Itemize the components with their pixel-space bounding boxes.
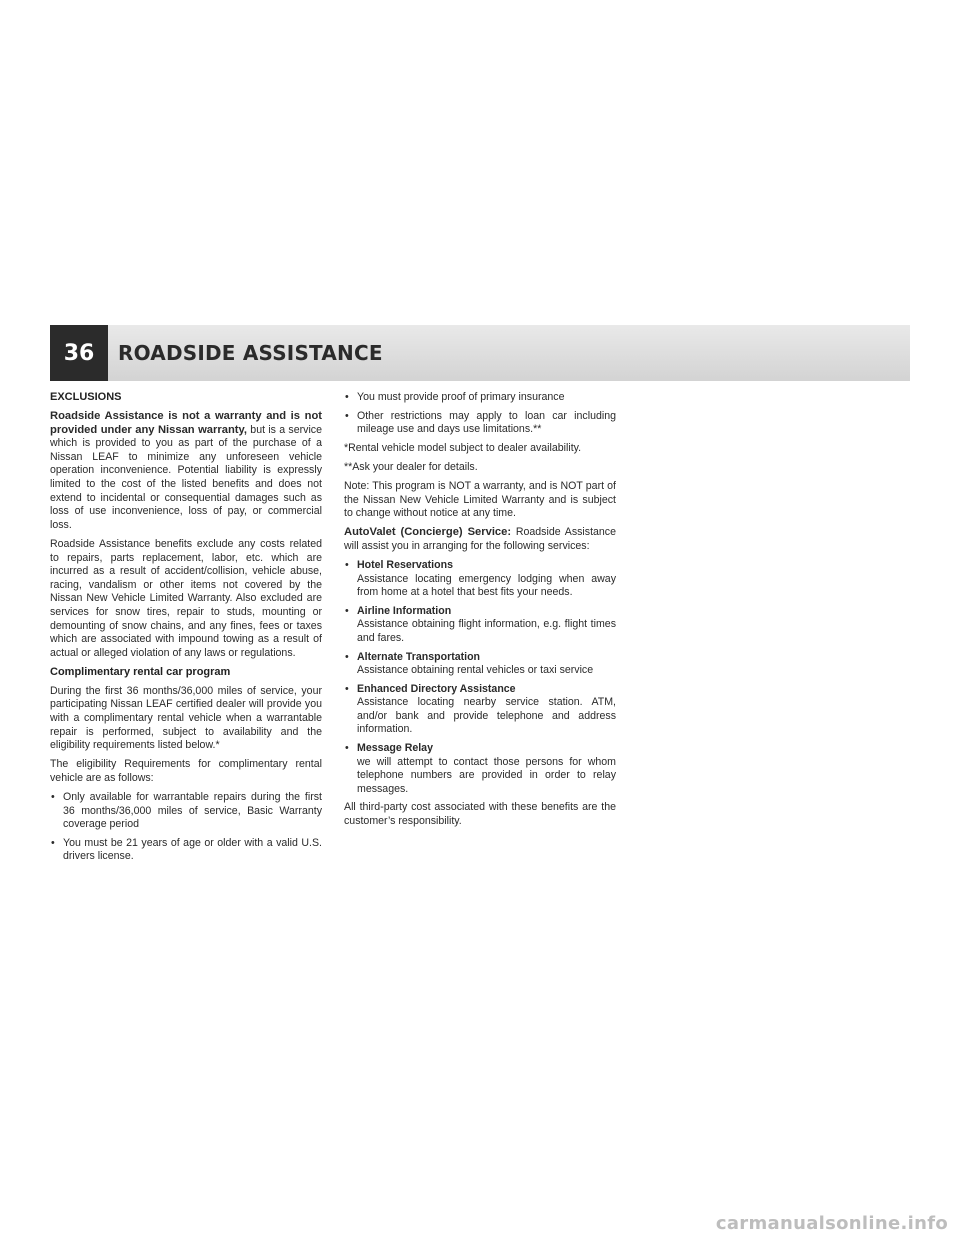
service-item (344, 605, 616, 646)
exclusions-lead: Roadside Assistance is not a warranty and is not provided under any Nissan warranty, (50, 410, 322, 436)
footnote-rental-model: *Rental vehicle model subject to dealer availability. (344, 441, 582, 454)
section-title: ROADSIDE ASSISTANCE (118, 341, 383, 365)
bullet-icon: • (345, 409, 349, 422)
rental-heading: Complimentary rental car program (50, 665, 231, 678)
bullet-icon: • (345, 650, 349, 663)
program-note: Note: This program is NOT a warranty, and is NOT part of the Nissan New Vehicle Limited Warranty and is subject to change without notice at any time. (344, 479, 616, 520)
rental-requirements-list-continued (344, 391, 616, 437)
service-item (344, 651, 616, 678)
rental-paragraph-1: During the first 36 months/36,000 miles of service, your participating Nissan LEAF certified dealer will provide you with a complimentary rental vehicle when a warrantable repair is performed, subject to availability and the eligibility requirements listed below.* (50, 684, 322, 752)
service-title: Hotel Reservations (357, 558, 453, 571)
bullet-icon: • (345, 682, 349, 695)
autovalet-lead: AutoValet (Concierge) Service: (344, 526, 512, 539)
service-item (344, 742, 616, 796)
service-description: Assistance obtaining rental vehicles or taxi service (357, 664, 594, 677)
service-title: Airline Information (357, 604, 452, 617)
service-title: Alternate Transportation (357, 650, 481, 663)
bullet-icon: • (51, 791, 55, 804)
autovalet-rest: Roadside Assistance will assist you in arranging for the following services: (344, 526, 616, 552)
list-item-text: You must provide proof of primary insurance (357, 391, 565, 403)
exclusions-paragraph-2: Roadside Assistance benefits exclude any costs related to repairs, parts replacement, labor, etc. which are incurred as a result of accident/collision, vehicle abuse, racing, vandalism or other items not covered by the Nissan New Vehicle Limited Warranty. Also excluded are services for snow tires, repair to studs, mounting or demounting of snow chains, and any fines, fees or taxes which are associated with impound towing as a result of actual or alleged violation of any laws or regulations. (50, 537, 322, 659)
service-description: Assistance obtaining flight information, e.g. flight times and fares. (357, 618, 616, 644)
bullet-icon: • (345, 604, 349, 617)
rental-paragraph-2: The eligibility Requirements for complimentary rental vehicle are as follows: (50, 758, 322, 784)
bullet-icon: • (345, 742, 349, 755)
exclusions-rest: but is a service which is provided to you as part of the purchase of a Nissan LEAF to minimize any unforeseen vehicle operation inconvenience. Potential liability is expressly limited to the cost of the listed benefits and does not extend to incidental or consequential damages such as loss of use inconvenience, loss of pay, or commercial loss. (50, 423, 322, 531)
list-item (50, 791, 322, 832)
site-watermark: carmanualsonline.info (715, 1213, 948, 1234)
list-item-text: Only available for warrantable repairs during the first 36 months/36,000 miles of service, Basic Warranty coverage period (63, 791, 322, 831)
rental-requirements-list (50, 791, 322, 864)
list-item (50, 837, 322, 864)
page-number: 36 (50, 325, 108, 381)
bullet-icon: • (51, 836, 55, 849)
footnote-ask-dealer: **Ask your dealer for details. (344, 460, 478, 473)
closing-paragraph: All third-party cost associated with these benefits are the customer’s responsibility. (344, 801, 616, 828)
list-item-text: You must be 21 years of age or older with a valid U.S. drivers license. (63, 836, 322, 863)
right-column (344, 391, 616, 834)
exclusions-heading: EXCLUSIONS (50, 391, 122, 403)
service-title: Message Relay (357, 742, 433, 755)
service-description: Assistance locating emergency lodging when away from home at a hotel that best fits your needs. (357, 572, 616, 599)
list-item (344, 410, 616, 437)
left-column (50, 391, 322, 869)
service-title: Enhanced Directory Assistance (357, 682, 516, 695)
service-description: we will attempt to contact those persons for whom telephone numbers are provided in order to relay messages. (357, 755, 616, 795)
concierge-services-list (344, 559, 616, 797)
bullet-icon: • (345, 558, 349, 571)
service-description: Assistance locating nearby service station. ATM, and/or bank and provide telephone and address information. (357, 696, 616, 736)
service-item (344, 683, 616, 737)
service-item (344, 559, 616, 600)
exclusions-paragraph-1 (50, 410, 322, 532)
list-item-text: Other restrictions may apply to loan car including mileage use and days use limitations.** (357, 409, 616, 436)
autovalet-paragraph (344, 526, 616, 553)
list-item (344, 391, 616, 405)
bullet-icon: • (345, 391, 349, 403)
